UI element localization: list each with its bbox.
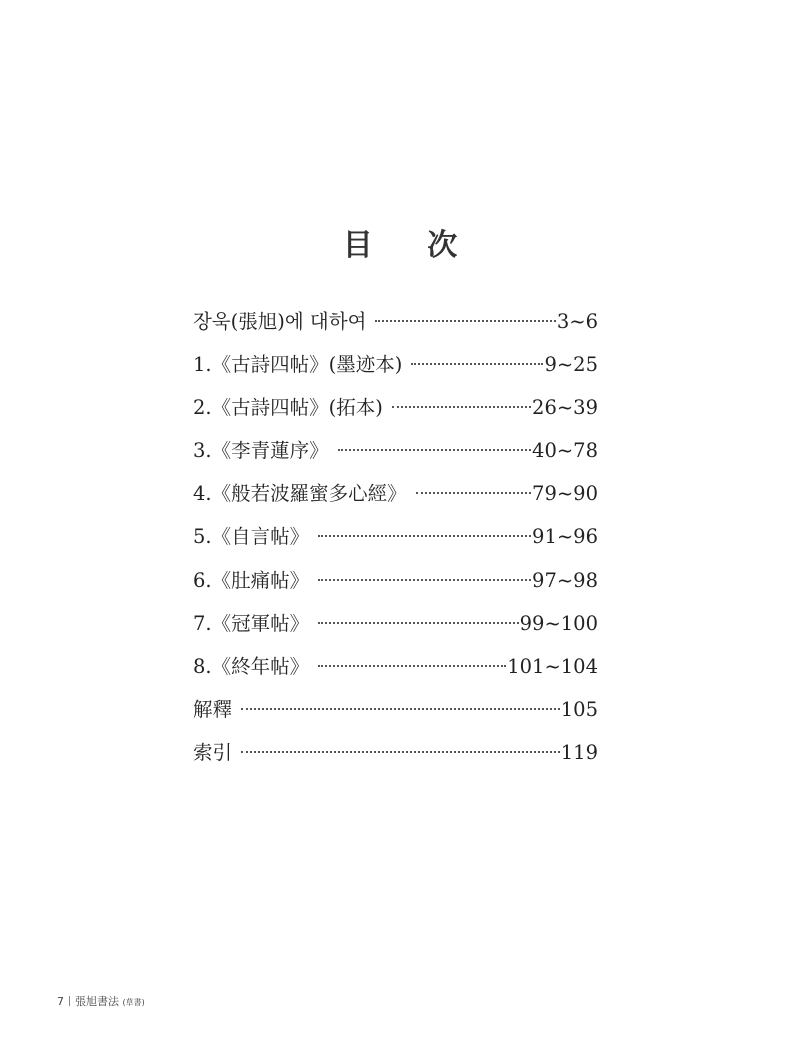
toc-entry-heart-sutra[interactable] [193,472,598,515]
dot-leader [416,492,531,494]
dot-leader [318,622,519,624]
toc-entry-pages: 3~6 [556,310,598,333]
toc-entry-title: 장욱(張旭)에 대하여 [193,310,367,333]
toc-entry-dutong-tie[interactable] [193,559,598,602]
toc-entry-pages: 91~96 [532,525,598,549]
dot-leader [318,535,531,537]
book-subtitle: (草書) [122,998,145,1007]
toc-entry-guanjun-tie[interactable] [193,602,598,645]
book-title: 張旭書法 [75,995,119,1008]
toc-entry-pages: 99~100 [519,611,598,635]
toc-entry-commentary[interactable] [193,688,598,731]
toc-entry-title: 3.《李青蓮序》 [193,439,329,463]
page-number: 7 [57,995,64,1008]
toc-entry-gushi-sitie-moji[interactable] [193,343,598,386]
toc-entry-pages: 101~104 [507,654,598,678]
toc-entry-title: 索引 [193,740,233,764]
toc-entry-pages: 105 [560,697,598,721]
toc-entry-title: 7.《冠軍帖》 [193,611,310,635]
toc-entry-title: 6.《肚痛帖》 [193,568,310,592]
footer-divider [69,996,70,1006]
dot-leader [241,751,560,753]
toc-entry-pages: 9~25 [544,353,598,377]
toc-entry-li-qinglian-xu[interactable] [193,429,598,472]
dot-leader [411,363,543,365]
dot-leader [375,320,555,322]
toc-entry-zhongnian-tie[interactable] [193,645,598,688]
toc-entry-gushi-sitie-taben[interactable] [193,386,598,429]
toc-entry-title: 2.《古詩四帖》(拓本) [193,396,383,420]
toc-entry-index[interactable] [193,731,598,774]
toc-entry-title: 4.《般若波羅蜜多心經》 [193,482,407,506]
toc-entry-pages: 40~78 [532,439,598,463]
toc-entry-title: 5.《自言帖》 [193,525,310,549]
toc-entry-pages: 119 [560,740,598,764]
dot-leader [241,708,560,710]
dot-leader [318,579,531,581]
toc-entry-pages: 26~39 [532,396,598,420]
table-of-contents [193,300,598,774]
toc-entry-pages: 97~98 [532,568,598,592]
dot-leader [338,449,531,451]
dot-leader [318,665,506,667]
toc-entry-pages: 79~90 [532,482,598,506]
toc-entry-title: 1.《古詩四帖》(墨迹本) [193,353,403,377]
page-footer [57,993,145,1009]
dot-leader [392,406,531,408]
toc-entry-ziyan-tie[interactable] [193,515,598,558]
toc-entry-title: 8.《終年帖》 [193,654,310,678]
toc-entry-title: 解釋 [193,697,233,721]
toc-entry-zhang-xu-intro[interactable] [193,300,598,343]
page-title: 目 次 [342,228,480,264]
